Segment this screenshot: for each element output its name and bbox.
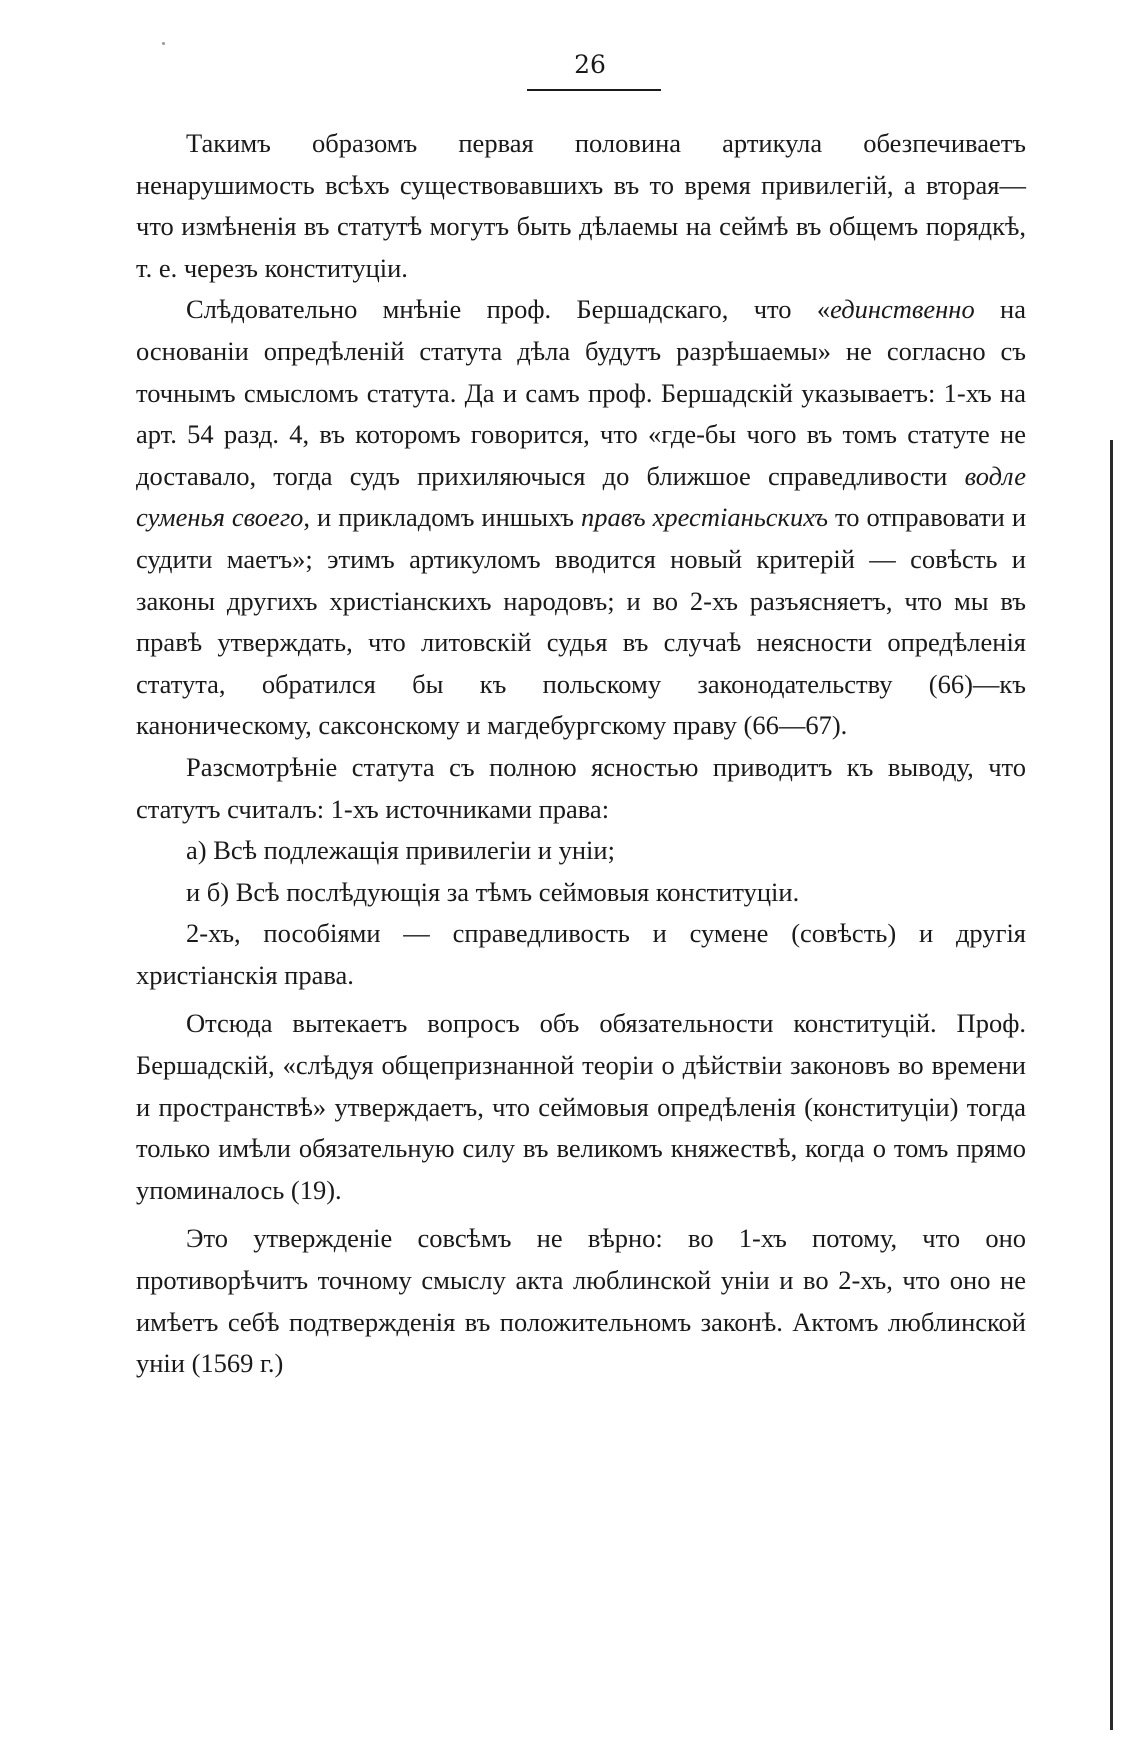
paper-speck [162,42,165,45]
text-run: то отправовати и судити маетъ»; этимъ артикуломъ вводится новый критерій — совѣсть и законы другихъ христіанскихъ народовъ; и во 2-хъ разъясняетъ, что мы въ правѣ утверждать, что литовскій судья въ случаѣ неясности опредѣленія статута, обратился бы къ польскому законодательству (66)—къ каноническому, саксонскому и магдебургскому праву (66—67). [136,502,1026,741]
paragraph [136,830,1026,872]
paragraph [136,1003,1026,1211]
page-number-rule [527,89,661,91]
paragraph [136,872,1026,914]
italic-text: правъ хрестіаньскихъ [580,502,829,533]
text-run: на основаніи опредѣленій статута дѣла будутъ разрѣшаемы» не согласно съ точнымъ смысломъ статута. Да и самъ проф. Бершадскій указываетъ: 1-хъ на арт. 54 разд. 4, въ которомъ говорится, что «где-бы чого въ томъ статуте не доставало, тогда судъ прихиляючыся до ближшое справедливости [136,294,1026,491]
paragraph [136,123,1026,289]
text-run: Слѣдовательно мнѣніе проф. Бершадскаго, что « [186,294,831,325]
text-run: 2-хъ, пособіями — справедливость и сумене (совѣсть) и другія христіанскія права. [136,918,1026,990]
paragraph [136,289,1026,747]
text-run: Это утвержденіе совсѣмъ не вѣрно: во 1-хъ потому, что оно противорѣчитъ точному смыслу акта люблинской уніи и во 2-хъ, что оно не имѣетъ себѣ подтвержденія въ положительномъ законѣ. Актомъ люблинской уніи (1569 г.) [136,1223,1026,1379]
text-run: а) Всѣ подлежащія привилегіи и уніи; [186,835,615,866]
italic-text: водле суменья своего [136,460,1026,533]
text-run: , и прикладомъ иншыхъ [303,502,581,533]
paragraph [136,913,1026,996]
text-run: и б) Всѣ послѣдующія за тѣмъ сеймовыя конституціи. [186,876,800,907]
text-run: Такимъ образомъ первая половина артикула обезпечиваетъ ненарушимость всѣхъ существовавшихъ въ то время привилегій, а вторая—что измѣненія въ статутѣ могутъ быть дѣлаемы на сеймѣ въ общемъ порядкѣ, т. е. черезъ конституціи. [136,128,1026,283]
text-run: Отсюда вытекаетъ вопросъ объ обязательности конституцій. Проф. Бершадскій, «слѣдуя общепризнанной теоріи о дѣйствіи законовъ во времени и пространствѣ» утверждаетъ, что сеймовыя опредѣленія (конституціи) тогда только имѣли обязательную силу въ великомъ княжествѣ, когда о томъ прямо упоминалось (19). [136,1008,1026,1205]
paragraph [136,747,1026,830]
page-number: 26 [574,50,606,79]
text-run: Разсмотрѣніе статута съ полною ясностью приводитъ къ выводу, что статутъ считалъ: 1-хъ источниками права: [136,751,1026,824]
italic-text: единственно [830,294,975,325]
margin-marking-line [1110,440,1113,1730]
paragraph [136,1218,1026,1384]
body-text [136,123,1026,1385]
